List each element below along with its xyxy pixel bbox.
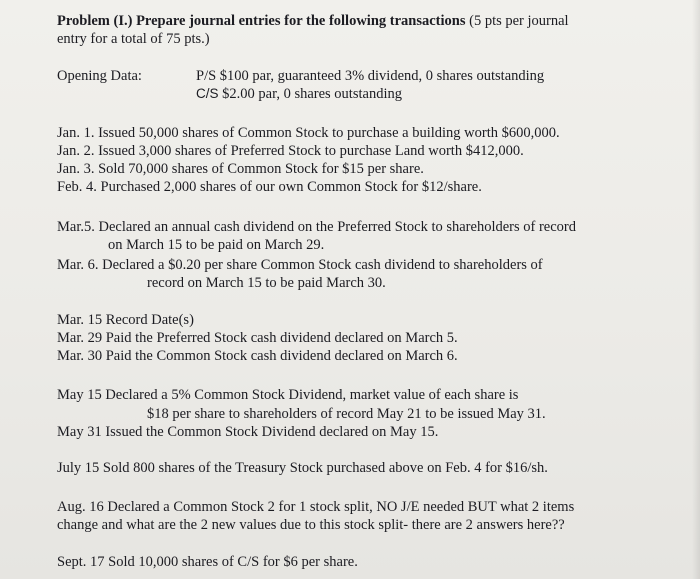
transaction-mar-5: Mar.5. Declared an annual cash dividend on the Preferred Stock to shareholders of record bbox=[57, 219, 576, 235]
transaction-jan-2: Jan. 2. Issued 3,000 shares of Preferred Stock to purchase Land worth $412,000. bbox=[57, 143, 524, 159]
cs-details: $2.00 par, 0 shares outstanding bbox=[218, 86, 402, 102]
transaction-jan-1: Jan. 1. Issued 50,000 shares of Common Stock to purchase a building worth $600,000. bbox=[57, 125, 560, 141]
transaction-mar-6: Mar. 6. Declared a $0.20 per share Common Stock cash dividend to shareholders of bbox=[57, 257, 543, 273]
transaction-july-15: July 15 Sold 800 shares of the Treasury Stock purchased above on Feb. 4 for $16/sh. bbox=[57, 460, 548, 476]
transaction-jan-3: Jan. 3. Sold 70,000 shares of Common Stock for $15 per share. bbox=[57, 161, 424, 177]
problem-points: (5 pts per journal bbox=[465, 13, 569, 29]
problem-title: Problem (I.) Prepare journal entries for the following transactions bbox=[57, 13, 466, 29]
transaction-mar-5-cont: on March 15 to be paid on March 29. bbox=[108, 237, 325, 253]
transaction-mar-15: Mar. 15 Record Date(s) bbox=[57, 312, 194, 328]
transaction-may-31: May 31 Issued the Common Stock Dividend declared on May 15. bbox=[57, 424, 439, 440]
transaction-mar-30: Mar. 30 Paid the Common Stock cash dividend declared on March 6. bbox=[57, 348, 458, 364]
transaction-feb-4: Feb. 4. Purchased 2,000 shares of our own Common Stock for $12/share. bbox=[57, 179, 482, 195]
transaction-aug-16-cont: change and what are the 2 new values due to this stock split- there are 2 answers here?? bbox=[57, 517, 565, 533]
transaction-may-15-cont: $18 per share to shareholders of record May 21 to be issued May 31. bbox=[147, 406, 546, 422]
problem-title-line-1 bbox=[57, 12, 569, 30]
transaction-mar-6-cont: record on March 15 to be paid March 30. bbox=[147, 275, 386, 291]
page-edge-shadow bbox=[692, 0, 700, 579]
opening-data-label: Opening Data: bbox=[57, 68, 142, 84]
transaction-sept-17: Sept. 17 Sold 10,000 shares of C/S for $6 per share. bbox=[57, 554, 358, 570]
opening-common-stock bbox=[196, 85, 402, 103]
cs-abbrev: C/S bbox=[196, 86, 219, 101]
opening-preferred-stock: P/S $100 par, guaranteed 3% dividend, 0 shares outstanding bbox=[196, 68, 545, 84]
transaction-mar-29: Mar. 29 Paid the Preferred Stock cash dividend declared on March 5. bbox=[57, 330, 458, 346]
transaction-may-15: May 15 Declared a 5% Common Stock Dividend, market value of each share is bbox=[57, 387, 519, 403]
problem-title-line-2: entry for a total of 75 pts.) bbox=[57, 31, 210, 47]
transaction-aug-16: Aug. 16 Declared a Common Stock 2 for 1 stock split, NO J/E needed BUT what 2 items bbox=[57, 499, 575, 515]
